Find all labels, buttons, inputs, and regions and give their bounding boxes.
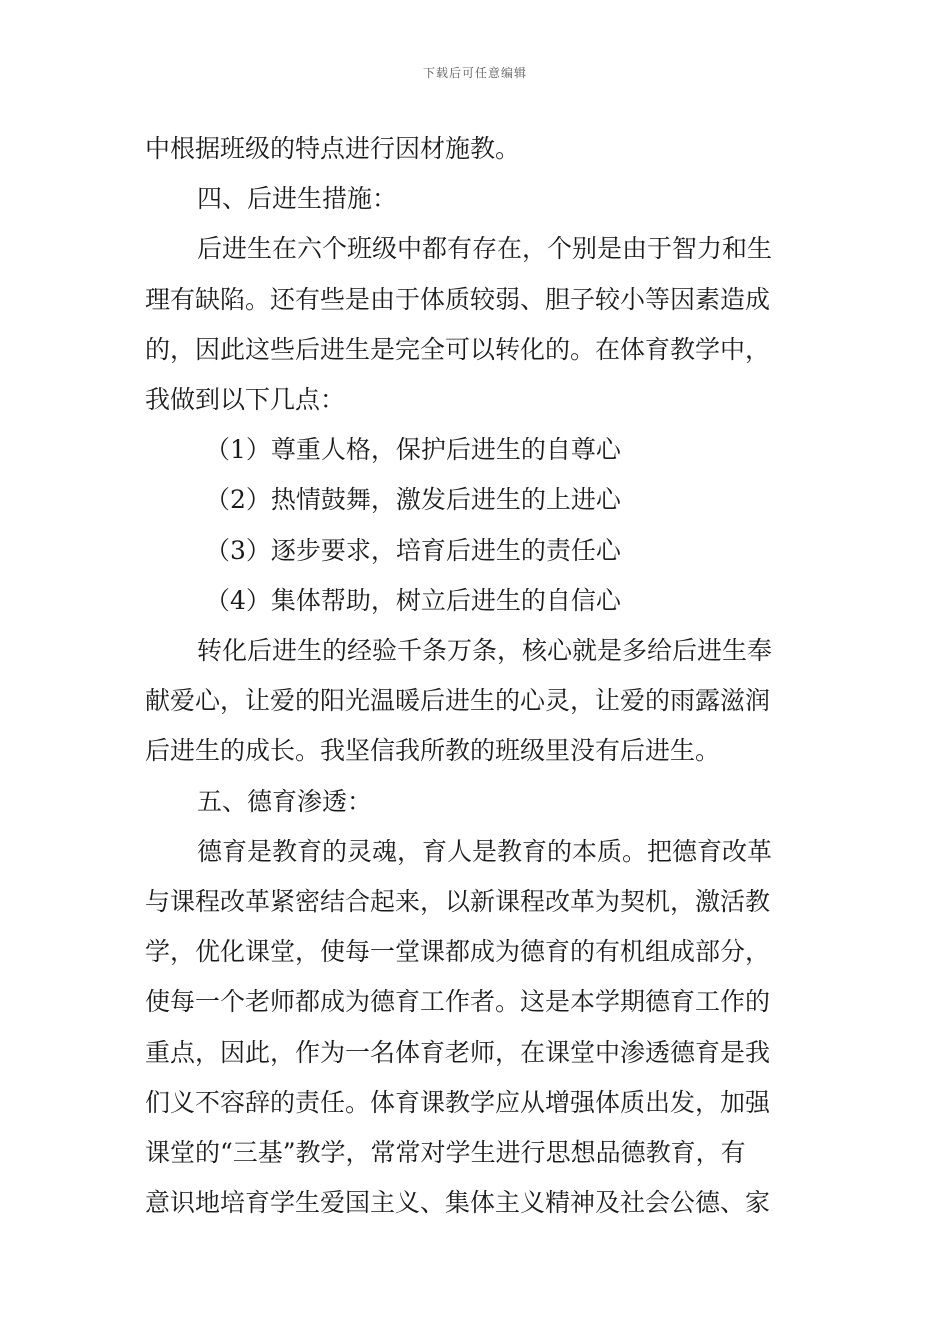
- text-line: 转化后进生的经验千条万条，核心就是多给后进生奉: [197, 636, 773, 666]
- text-line: 中根据班级的特点进行因材施教。: [145, 134, 521, 163]
- text-line: 德育是教育的灵魂，育人是教育的本质。把德育改革: [197, 836, 773, 866]
- text-line: 使每一个老师都成为德育工作者。这是本学期德育工作的: [145, 987, 771, 1017]
- text-line: 重点，因此，作为一名体育老师，在课堂中渗透德育是我: [145, 1037, 771, 1067]
- section-heading: 五、德育渗透：: [197, 786, 373, 816]
- document-body: [145, 124, 807, 1228]
- text-line: 献爱心，让爱的阳光温暖后进生的心灵，让爱的雨露滋润: [145, 686, 771, 716]
- text-line: 意识地培育学生爱国主义、集体主义精神及社会公德、家: [145, 1188, 771, 1218]
- list-item: （1）尊重人格，保护后进生的自尊心: [205, 435, 621, 465]
- text-line: 与课程改革紧密结合起来，以新课程改革为契机，激活教: [145, 887, 771, 917]
- list-item: （4）集体帮助，树立后进生的自信心: [205, 585, 621, 615]
- page-header: 下载后可任意编辑: [422, 66, 527, 80]
- list-item: （2）热情鼓舞，激发后进生的上进心: [205, 485, 621, 515]
- text-line: 学，优化课堂，使每一堂课都成为德育的有机组成部分，: [145, 937, 771, 967]
- text-line: 们义不容辞的责任。体育课教学应从增强体质出发，加强: [145, 1087, 771, 1117]
- text-line: 我做到以下几点：: [145, 385, 346, 415]
- list-item: （3）逐步要求，培育后进生的责任心: [205, 535, 621, 565]
- section-heading: 四、后进生措施：: [197, 184, 398, 214]
- text-line: 后进生的成长。我坚信我所教的班级里没有后进生。: [145, 736, 721, 766]
- text-line: 的，因此这些后进生是完全可以转化的。在体育教学中，: [145, 334, 771, 364]
- text-line: 理有缺陷。还有些是由于体质较弱、胆子较小等因素造成: [145, 284, 771, 314]
- text-line: 后进生在六个班级中都有存在，个别是由于智力和生: [197, 234, 773, 264]
- text-line: 课堂的“三基”教学，常常对学生进行思想品德教育，有: [145, 1138, 746, 1168]
